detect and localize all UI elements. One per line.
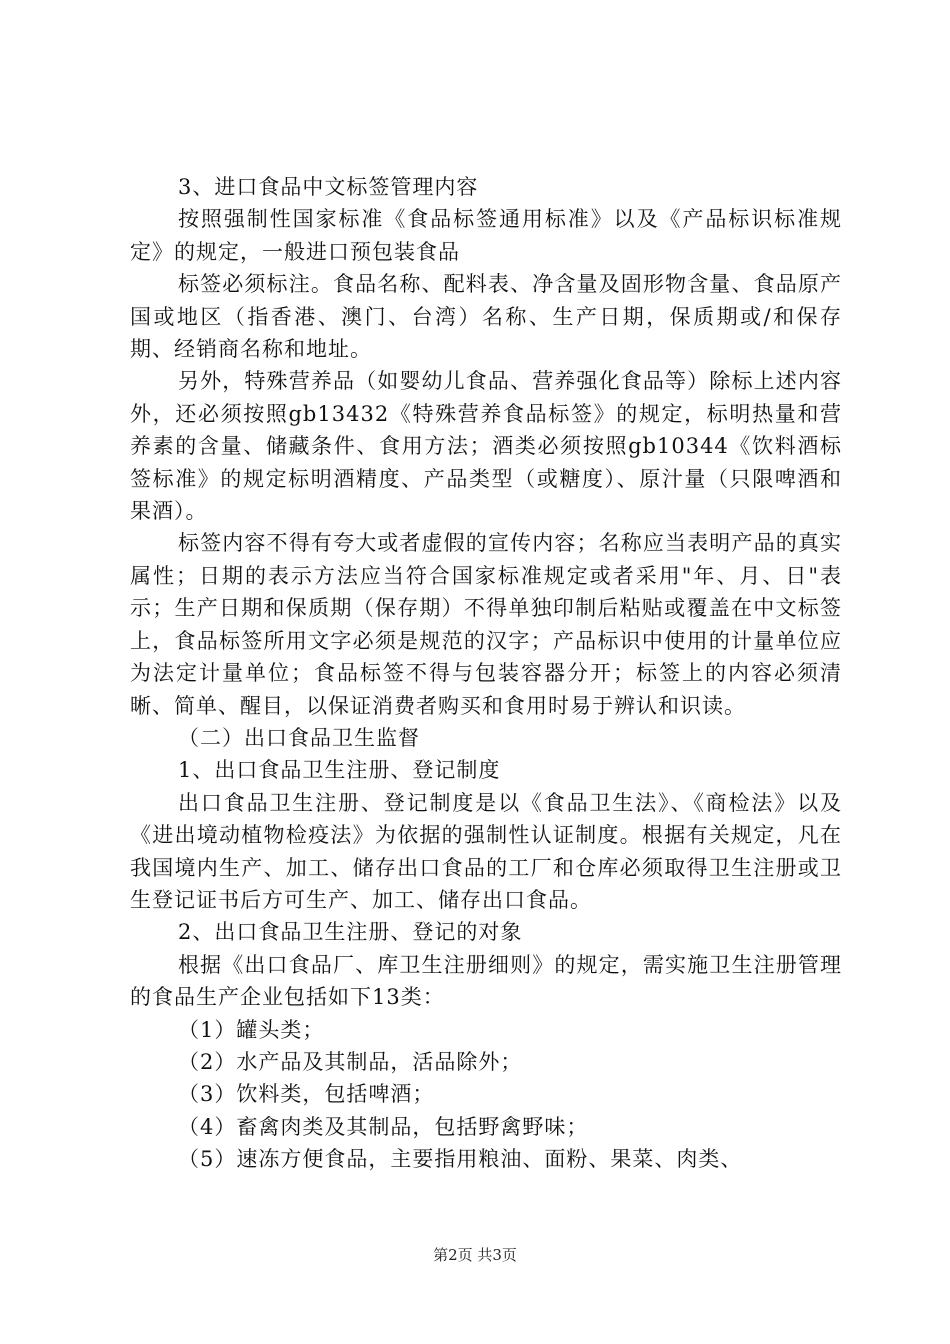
- section-heading-export-supervision: （二）出口食品卫生监督: [178, 725, 420, 750]
- paragraph: 按照强制性国家标准《食品标签通用标准》以及《产品标识标准规定》的规定，一般进口预包装食品: [130, 207, 842, 264]
- paragraph: 标签内容不得有夸大或者虚假的宣传内容；名称应当表明产品的真实属性；日期的表示方法应当符合国家标准规定或者采用"年、月、日"表示；生产日期和保质期（保存期）不得单独印制后粘贴或覆盖在中文标签上，食品标签所用文字必须是规范的汉字；产品标识中使用的计量单位应为法定计量单位；食品标签不得与包装容器分开；标签上的内容必须清晰、简单、醒目，以保证消费者购买和食用时易于辨认和识读。: [130, 531, 842, 718]
- subsection-heading-registration-system: 1、出口食品卫生注册、登记制度: [178, 758, 501, 783]
- subsection-heading-registration-objects: 2、出口食品卫生注册、登记的对象: [178, 920, 523, 945]
- list-item: （3）饮料类，包括啤酒；: [178, 1082, 435, 1107]
- paragraph: 出口食品卫生注册、登记制度是以《食品卫生法》、《商检法》以及《进出境动植物检疫法》为依据的强制性认证制度。根据有关规定，凡在我国境内生产、加工、储存出口食品的工厂和仓库必须取得卫生注册或卫生登记证书后方可生产、加工、储存出口食品。: [130, 790, 842, 912]
- page-number-footer: 第2页 共3页: [433, 1246, 517, 1264]
- list-item: （1）罐头类；: [178, 1017, 325, 1042]
- list-item: （2）水产品及其制品，活品除外；: [178, 1049, 523, 1074]
- section-heading-import-label: 3、进口食品中文标签管理内容: [178, 175, 479, 199]
- paragraph: 另外，特殊营养品（如婴幼儿食品、营养强化食品等）除标上述内容外，还必须按照gb13432《特殊营养食品标签》的规定，标明热量和营养素的含量、储藏条件、食用方法；酒类必须按照gb10344《饮料酒标签标准》的规定标明酒精度、产品类型（或糖度）、原汁量（只限啤酒和果酒）。: [130, 369, 842, 524]
- paragraph: 标签必须标注。食品名称、配料表、净含量及固形物含量、食品原产国或地区（指香港、澳门、台湾）名称、生产日期，保质期或/和保存期、经销商名称和地址。: [130, 272, 842, 362]
- list-item: （4）畜禽肉类及其制品，包括野禽野味；: [178, 1114, 589, 1139]
- paragraph: 根据《出口食品厂、库卫生注册细则》的规定，需实施卫生注册管理的食品生产企业包括如下13类：: [130, 952, 842, 1010]
- list-item: （5）速冻方便食品，主要指用粮油、面粉、果菜、肉类、: [178, 1147, 743, 1172]
- document-body: [130, 171, 842, 1176]
